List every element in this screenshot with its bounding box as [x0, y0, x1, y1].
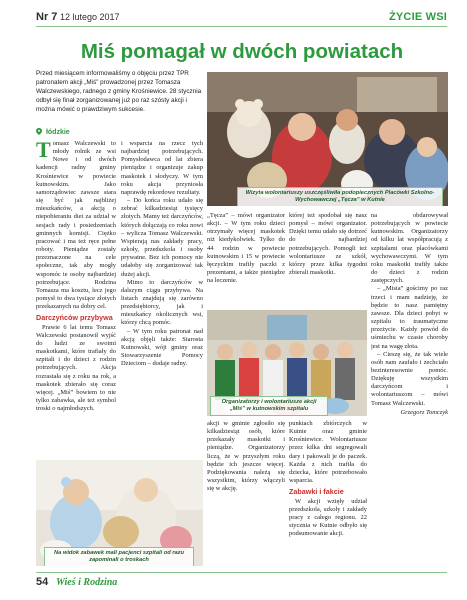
subheading: Darczyńców przybywa: [36, 313, 113, 323]
paragraph: – Do końca roku udało się zebrać kilkadziesiąt tysięcy złotych. Mamy też darczyńców, których dołączają co roku nowi – wylicza Tomasz Walczewski. Wspierają nas zakłady pracy, szkoły, przedszkola i osoby prywatne. Bez ich pomocy nie udałoby się zorganizować tak dużej akcji.: [121, 197, 203, 278]
photo-caption: Organizatorzy i wolontariusze akcji „Miś” w kutnowskim szpitalu: [210, 396, 328, 416]
author-signature: Grzegorz Tomczyk: [400, 408, 448, 416]
header-divider: [36, 26, 447, 27]
paragraph: Prawie 6 lat temu Tomasz Walczewski postanowił wyjść do ludzi ze swoimi maskotkami, które trafiały do szpitali i do dzieci z rodzin potrzebujących. Akcja rozrastała się z roku na rok, a maskotek zbierało się coraz więcej. „Miś” bowiem to nie tylko zabawka, ale też symbol troski o najmłodszych.: [36, 323, 116, 413]
paragraph-text: omasz Walczewski to młody rolnik ze wsi Nowe i od dwóch kadencji radny gminy Krośniewice w powiecie kutnowskim. Jako samorządowiec zawsze stara się być jak najbliżej mieszkańców, a akcją o niepobieraniu diet za udział w sesjach rady i posiedzeniach gminnych komisji. Ciężko pracować i ma też ręce pełne roboty. Pieniądze zostały przeznaczone na cele społeczne, tak aby mogły wspomóc te osoby najbardziej potrzebujące. Rodzina Tomasza ma kosztu, lecz jego pomysł to dwa tysiące złotych przekazanych na dobry cel.: [36, 140, 116, 311]
photo-hospital-children: [36, 460, 203, 566]
location-label: łódzkie: [45, 129, 70, 136]
photo-organizers-group: [207, 310, 367, 416]
page-number: 54: [36, 576, 49, 588]
issue-date: 12 lutego 2017: [60, 12, 120, 22]
paragraph: i wsparcia na rzecz tych najbardziej potrzebujących. Pomysłodawca od lat zbiera pieniądze i organizuje zakup maskotek i słodyczy. W tym roku akcja przyniosła naprawdę rekordowe rezultaty.: [121, 140, 203, 196]
footer-divider: [36, 572, 447, 573]
magazine-brand: ŻYCIE WSI: [388, 11, 447, 23]
column-3: [207, 212, 285, 308]
paragraph: Mimo to darczyńców w dalszym ciągu przybywa. Na listach znajdują się zarówno przedsiębiorcy, jak i mieszkańcy okolicznych wsi, którzy chcą pomóc.: [121, 278, 203, 327]
paragraph: – „Misia” gościmy po raz trzeci i mam nadzieję, że będzie to nasz pamiętny zawsze. Dla dzieci pobyt w szpitalu to traumatyczne przeżycie. Każdy powód do uśmiechu w czasie choroby jest na wagę złota.: [371, 285, 448, 350]
paragraph: na obdarowywał potrzebujących w powiecie kutnowskim. Organizatorzy od kilku lat współpracują z szpitalami oraz placówkami wychowawczymi. W tym roku maskotki trafiły także do dzieci z rodzin zastępczych.: [371, 212, 448, 285]
column-5: [371, 212, 448, 568]
issue-number: Nr 7: [36, 11, 58, 23]
paragraph: akcji w gminie zgłosiło się kilkadziesiąt osób, które przekazały maskotki i pieniądze. Organizatorzy liczą, że w przyszłym roku będzie ich jeszcze więcej. Podziękowania należą się wszystkim, którzy włączyli się w akcję.: [207, 420, 285, 493]
column-1: [36, 140, 116, 453]
article-title: Miś pomagał w dwóch powiatach: [80, 40, 404, 63]
page-header: [0, 0, 467, 26]
column-2: [121, 140, 203, 453]
article-lead: Przed miesiącem informowaliśmy o objęciu przez TPR patronatem akcji „Miś” prowadzonej przez Tomasza Walczewskiego, radnego z gminy Krośniewice. 28 stycznia odbył się finał zorganizowanej już po raz szósty akcji i można mówić o prawdziwym sukcesie.: [36, 70, 202, 113]
paragraph: – W tym roku patronat nad akcją objęli także: Starosta Kutnowski, wójt gminy oraz Stowarzyszenie Pomocy Dzieciom – dodaje radny.: [121, 327, 203, 368]
map-pin-icon: [36, 128, 42, 135]
photo-volunteers-visit: [207, 72, 448, 206]
photo-volunteers-visit-image: [207, 72, 448, 206]
column-4-lower: [289, 420, 367, 568]
footer-brand: Wieś i Rodzina: [56, 577, 118, 588]
drop-cap: T: [36, 140, 51, 162]
paragraph: [36, 140, 116, 311]
paragraph: – Cieszę się, że tak wiele osób nam zaufało i zechciało bezinteresownie pomóc. Dziękuję wszystkim darczyńcom i wolontariuszom – mówi Tomasz Walczewski.: [371, 350, 448, 407]
paragraph: punktach zbiórczych w Kutnie oraz gminie Krośniewice. Wolontariusze przez kilka dni segregowali dary i pakowali je do paczek. Każda z nich trafiła do dziecka, które potrzebowało wsparcia.: [289, 420, 367, 485]
photo-caption: Na widok zabawek mali pacjenci szpitali od razu zapominali o troskach: [44, 547, 194, 566]
paragraph: W akcji wzięły udział przedszkola, szkoły i zakłady pracy z całego regionu. 22 stycznia w Kutnie odbyło się podsumowanie akcji.: [289, 497, 367, 538]
paragraph: „Tęcza” – mówi organizator akcji. – W tym roku dzieci otrzymały więcej maskotek niż kiedykolwiek. Tylko do 44 rodzin w powiecie kutnowskim i 15 w powiecie łęczyckim trafiły paczki z prezentami, a także pieniądze na leczenie.: [207, 212, 285, 285]
photo-caption: Wizyta wolontariuszy uszczęśliwiła podopiecznych Placówki Szkolno-Wychowawczej „Tęcza” w Kutnie: [237, 187, 443, 206]
location-tag: [36, 128, 70, 136]
column-4: [289, 212, 367, 308]
subheading: Zabawki i fakcie: [289, 487, 344, 497]
column-3-lower: [207, 420, 285, 568]
paragraph: której też spodobał się nasz pomysł – mówi organizator. Dzięki temu udało się dotrzeć do najbardziej potrzebujących. Pomogli też wolontariusze ze szkół, którzy przez kilka tygodni zbierali maskotki.: [289, 212, 367, 277]
